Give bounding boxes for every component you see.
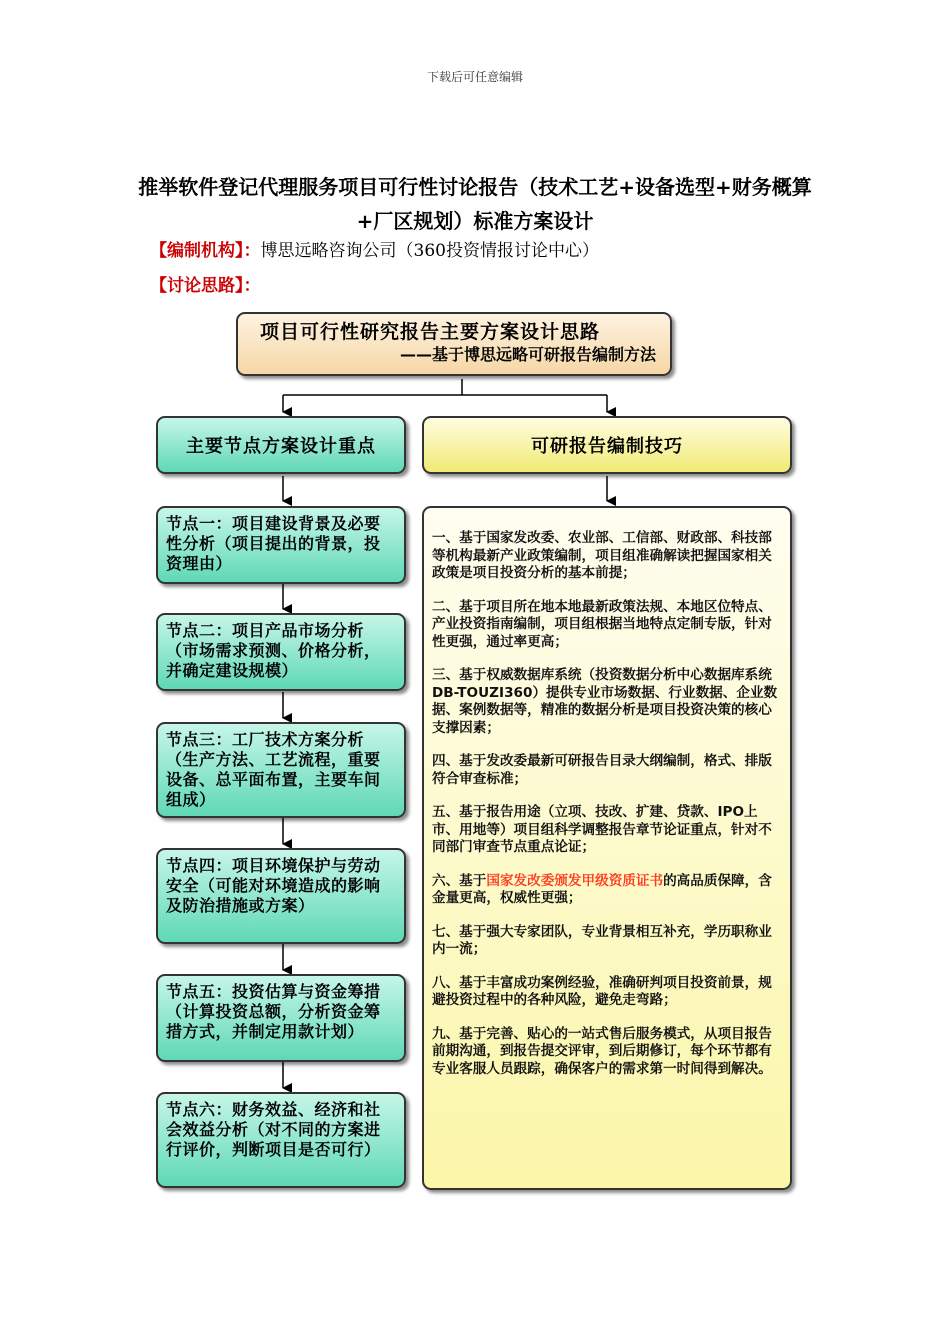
node-6: 节点六：财务效益、经济和社会效益分析（对不同的方案进行评价，判断项目是否可行） (156, 1092, 406, 1188)
tip-3: 三、基于权威数据库系统（投资数据分析中心数据库系统DB-TOUZI360）提供专业市场数据、行业数据、企业数据、案例数据等，精准的数据分析是项目投资决策的核心支撑因素； (432, 667, 778, 736)
tip-8: 八、基于丰富成功案例经验，准确研判项目投资前景，规避投资过程中的各种风险，避免走弯路； (432, 974, 772, 1008)
tip-7: 七、基于强大专家团队，专业背景相互补充，学历职称业内一流； (432, 923, 772, 957)
right-column-header: 可研报告编制技巧 (422, 416, 792, 474)
flow-diagram (146, 300, 806, 1200)
left-column-header: 主要节点方案设计重点 (156, 416, 406, 474)
tip-5: 五、基于报告用途（立项、技改、扩建、贷款、IPO上市、用地等）项目组科学调整报告章节论证重点，针对不同部门审查节点重点论证； (432, 804, 772, 855)
approach-line (150, 275, 261, 297)
diagram-title-sub: ——基于博思远略可研报告编制方法 (399, 345, 656, 364)
diagram-title-box (236, 312, 672, 376)
org-value: 博思远略咨询公司（360投资情报讨论中心） (260, 241, 599, 261)
tips-box (422, 506, 792, 1190)
node-4: 节点四：项目环境保护与劳动安全（可能对环境造成的影响及防治措施或方案） (156, 848, 406, 944)
tip-6 (432, 873, 782, 908)
approach-label: 【讨论思路】： (150, 276, 261, 296)
tip-6-before: 六、基于 (432, 872, 487, 889)
diagram-title-main: 项目可行性研究报告主要方案设计思路 (260, 321, 601, 343)
header-note: 下载后可任意编辑 (426, 70, 523, 84)
node-3: 节点三：工厂技术方案分析（生产方法、工艺流程，重要设备、总平面布置，主要车间组成） (156, 722, 406, 818)
org-label: 【编制机构】： (150, 241, 261, 261)
tip-2: 二、基于项目所在地本地最新政策法规、本地区位特点、产业投资指南编制，项目组根据当地特点定制专版，针对性更强，通过率更高； (432, 598, 772, 650)
tip-1: 一、基于国家发改委、农业部、工信部、财政部、科技部等机构最新产业政策编制，项目组准确解读把握国家相关政策是项目投资分析的基本前提； (432, 530, 772, 581)
node-2: 节点二：项目产品市场分析（市场需求预测、价格分析，并确定建设规模） (156, 613, 406, 691)
node-1: 节点一：项目建设背景及必要性分析（项目提出的背景，投资理由） (156, 506, 406, 584)
tip-6-after: 的高品质保障，含金量更高，权威性更强； (432, 872, 772, 906)
org-line (150, 240, 599, 262)
tip-4: 四、基于发改委最新可研报告目录大纲编制，格式、排版符合审查标准； (432, 753, 772, 787)
tip-6-highlight: 国家发改委颁发甲级资质证书 (486, 872, 664, 889)
document-title: 推举软件登记代理服务项目可行性讨论报告（技术工艺+设备选型+财务概算+厂区规划）标准方案设计 (138, 175, 812, 233)
node-5: 节点五：投资估算与资金筹措（计算投资总额，分析资金筹措方式，并制定用款计划） (156, 974, 406, 1062)
tip-9: 九、基于完善、贴心的一站式售后服务模式，从项目报告前期沟通，到报告提交评审，到后期修订，每个环节都有专业客服人员跟踪，确保客户的需求第一时间得到解决。 (432, 1025, 772, 1077)
